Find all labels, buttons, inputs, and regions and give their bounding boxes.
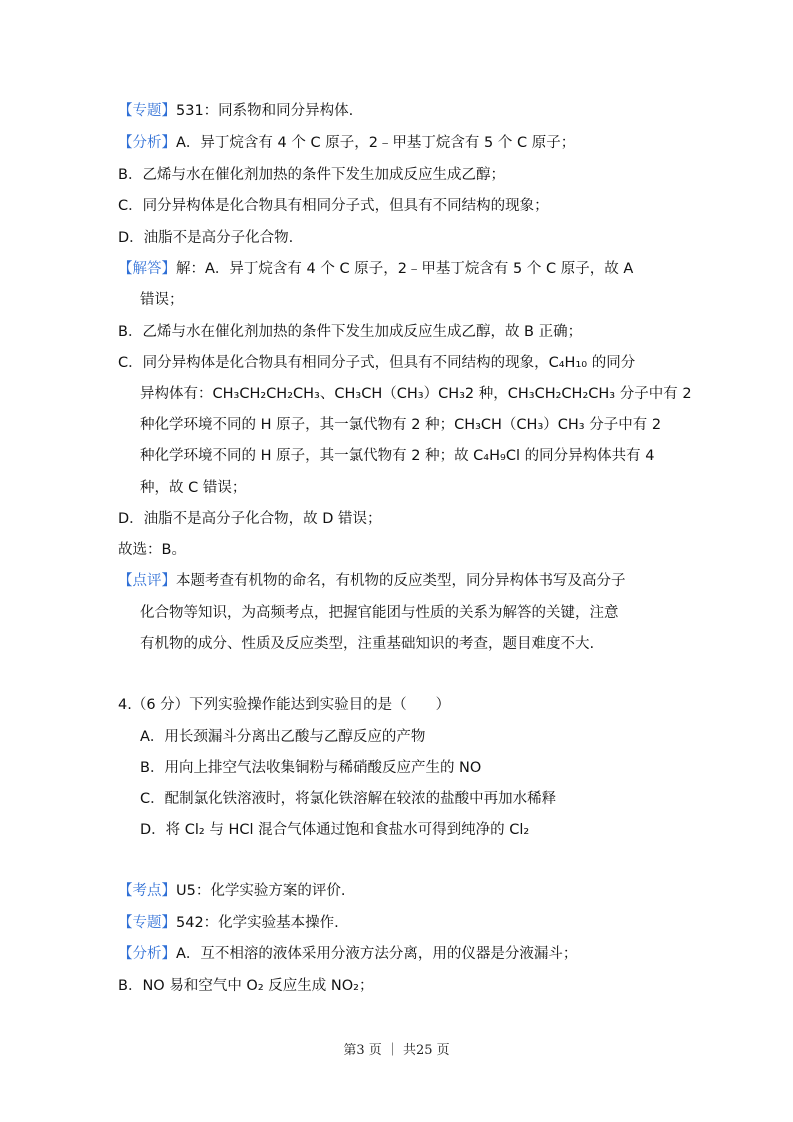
q3-zhuanti-line <box>118 101 353 121</box>
q3-jieda-line <box>118 259 633 279</box>
q4-fenxi-a-text: A．互不相溶的液体采用分液方法分离，用的仪器是分液漏斗； <box>176 946 578 962</box>
jieda-tag: 【解答】 <box>118 261 176 277</box>
q4-fenxi-line <box>118 944 577 964</box>
q4-fenxi-b: B．NO 易和空气中 O₂ 反应生成 NO₂； <box>118 978 374 994</box>
q4-option-a: A．用长颈漏斗分离出乙酸与乙醇反应的产物 <box>140 729 426 745</box>
q3-fenxi-line <box>118 133 575 153</box>
zhuanti-tag-2: 【专题】 <box>118 915 176 931</box>
q3-dianping3: 有机物的成分、性质及反应类型，注重基础知识的考查，题目难度不大. <box>140 636 595 652</box>
q3-fenxi-c: C．同分异构体是化合物具有相同分子式，但具有不同结构的现象； <box>118 198 549 214</box>
dianping-tag: 【点评】 <box>118 573 176 589</box>
page-footer: 第3 页 ｜ 共25 页 <box>343 1043 450 1058</box>
kaodian-tag: 【考点】 <box>118 883 176 899</box>
q3-jieda-d: D．油脂不是高分子化合物，故 D 错误； <box>118 511 382 527</box>
q3-jieda-b: B．乙烯与水在催化剂加热的条件下发生加成反应生成乙醇，故 B 正确； <box>118 324 583 340</box>
q4-option-c: C．配制氯化铁溶液时，将氯化铁溶解在较浓的盐酸中再加水稀释 <box>140 791 557 807</box>
q4-zhuanti-line <box>118 913 339 933</box>
q4-option-d: D．将 Cl₂ 与 HCl 混合气体通过饱和食盐水可得到纯净的 Cl₂ <box>140 822 530 838</box>
q3-fenxi-d: D．油脂不是高分子化合物. <box>118 230 294 246</box>
q3-jieda-c2: 异构体有：CH₃CH₂CH₂CH₃、CH₃CH（CH₃）CH₃2 种，CH₃CH₂CH₂CH₃ 分子中有 2 <box>140 386 692 402</box>
fenxi-a-text: A．异丁烷含有 4 个 C 原子，2﹣甲基丁烷含有 5 个 C 原子； <box>176 135 576 151</box>
q3-jieda-c5: 种，故 C 错误； <box>140 480 247 496</box>
q4-zhuanti-text: 542：化学实验基本操作. <box>176 915 339 931</box>
fenxi-tag: 【分析】 <box>118 135 176 151</box>
q4-stem: 4.（6 分）下列实验操作能达到实验目的是（ ） <box>118 697 451 713</box>
q3-dianping2: 化合物等知识，为高频考点，把握官能团与性质的关系为解答的关键，注意 <box>140 605 619 621</box>
dianping1-text: 本题考查有机物的命名，有机物的反应类型，同分异构体书写及高分子 <box>176 573 626 589</box>
fenxi-tag-2: 【分析】 <box>118 946 176 962</box>
q3-jieda-c3: 种化学环境不同的 H 原子，其一氯代物有 2 种；CH₃CH（CH₃）CH₃ 分子中有 2 <box>140 417 662 433</box>
kaodian-text: U5：化学实验方案的评价. <box>176 883 346 899</box>
q3-fenxi-b: B．乙烯与水在催化剂加热的条件下发生加成反应生成乙醇； <box>118 167 505 183</box>
q3-jieda-c1: C．同分异构体是化合物具有相同分子式，但具有不同结构的现象，C₄H₁₀ 的同分 <box>118 355 636 371</box>
jieda-a1-text: 解：A．异丁烷含有 4 个 C 原子，2﹣甲基丁烷含有 5 个 C 原子，故 A <box>176 261 634 277</box>
q3-dianping-line <box>118 571 626 591</box>
zhuanti-text: 531：同系物和同分异构体. <box>176 103 354 119</box>
q4-kaodian-line <box>118 881 345 901</box>
q3-jieda-a2: 错误； <box>140 292 184 308</box>
zhuanti-tag: 【专题】 <box>118 103 176 119</box>
q4-option-b: B．用向上排空气法收集铜粉与稀硝酸反应产生的 NO <box>140 760 482 776</box>
q3-answer: 故选：B。 <box>118 542 186 558</box>
q3-jieda-c4: 种化学环境不同的 H 原子，其一氯代物有 2 种；故 C₄H₉Cl 的同分异构体共有 4 <box>140 448 655 464</box>
